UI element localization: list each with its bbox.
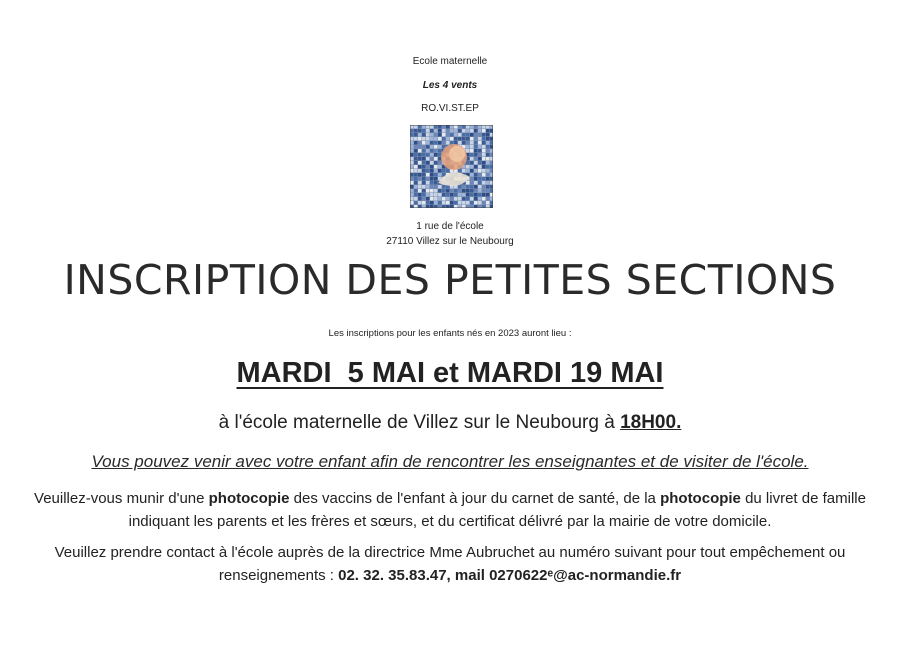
school-network: RO.VI.ST.EP [421,103,479,114]
time-text: 18H00. [620,412,682,433]
address-line-1: 1 rue de l'école [416,221,484,232]
contact-paragraph [30,541,870,587]
dates-text: MARDI 5 MAI et MARDI 19 MAI [236,357,664,389]
welcome-text: Vous pouvez venir avec votre enfant afin de rencontrer les enseignantes et de visiter de l'école. [91,452,809,471]
documents-part-1: Veuillez-vous munir d'une [34,490,209,507]
school-name: Les 4 vents [422,80,478,91]
documents-part-3: du livret de famille indiquant les parents et les frères et sœurs, et du certificat délivré par la mairie de votre domicile. [128,490,866,530]
photocopy-emphasis-1: photocopie [208,490,290,507]
school-type: Ecole maternelle [412,56,488,67]
page-title: INSCRIPTION DES PETITES SECTIONS [63,256,837,304]
school-logo-mosaic [410,125,493,208]
contact-text: Veuillez prendre contact à l'école auprès de la directrice Mme Aubruchet au numéro suivant pour tout empêchement ou renseignements : [54,544,846,584]
location-text: à l'école maternelle de Villez sur le Neubourg à [218,412,621,433]
documents-paragraph [30,487,870,533]
location-line [0,412,900,434]
contact-phone-mail: 02. 32. 35.83.47, mail 0270622ᵉ@ac-normandie.fr [338,567,682,584]
registration-dates [0,357,900,390]
photocopy-emphasis-2: photocopie [660,490,741,507]
address-line-2: 27110 Villez sur le Neubourg [386,236,514,247]
intro-text: Les inscriptions pour les enfants nés en 2023 auront lieu : [328,328,572,339]
documents-part-2: des vaccins de l'enfant à jour du carnet de santé, de la [289,490,661,507]
